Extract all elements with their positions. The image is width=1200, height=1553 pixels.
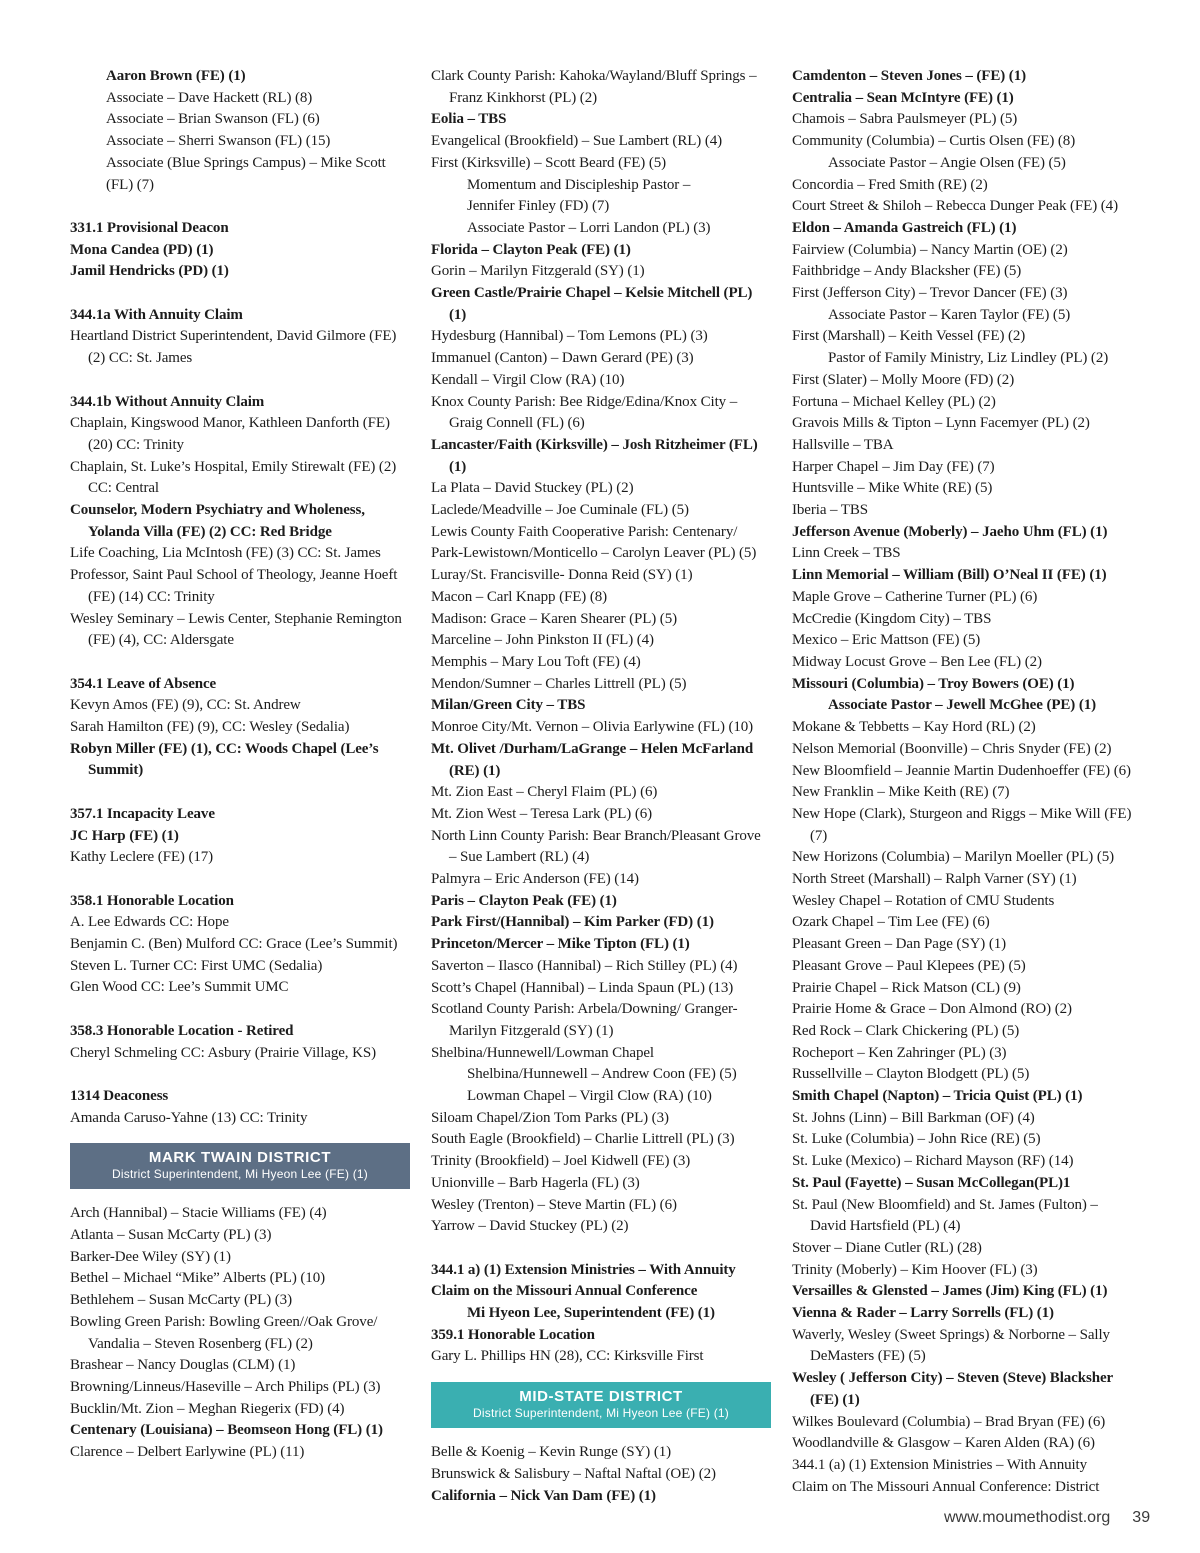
list-item: Steven L. Turner CC: First UMC (Sedalia) — [70, 957, 323, 974]
list-item: Prairie Chapel – Rick Matson (CL) (9) — [792, 979, 1021, 996]
district-banner-mark-twain — [70, 1143, 410, 1189]
list-item: Maple Grove – Catherine Turner (PL) (6) — [792, 588, 1038, 605]
list-item: Eolia – TBS — [431, 111, 507, 128]
list-item: Immanuel (Canton) – Dawn Gerard (PE) (3) — [431, 350, 694, 367]
appointments-list — [431, 1442, 771, 1507]
list-item: Prairie Home & Grace – Don Almond (RO) (2) — [792, 1001, 1072, 1018]
list-item: Counselor, Modern Psychiatry and Wholeness, Yolanda Villa (FE) (2) CC: Red Bridge — [70, 502, 365, 540]
appointments-list — [70, 66, 410, 1129]
list-item: Mona Candea (PD) (1) — [70, 241, 214, 258]
list-item: Wesley Seminary – Lewis Center, Stephanie Remington (FE) (4), CC: Aldersgate — [70, 610, 402, 649]
list-item: New Franklin – Mike Keith (RE) (7) — [792, 784, 1010, 801]
list-item: Bethel – Michael “Mike” Alberts (PL) (10) — [70, 1270, 325, 1287]
list-item: (FL) (7) — [106, 176, 154, 193]
list-item: Mendon/Sumner – Charles Littrell (PL) (5) — [431, 675, 687, 692]
list-item: Benjamin C. (Ben) Mulford CC: Grace (Lee’s Summit) — [70, 936, 398, 953]
list-item: First (Jefferson City) – Trevor Dancer (FE) (3) — [792, 285, 1068, 302]
spacer — [70, 652, 410, 674]
list-item: 1314 Deaconess — [70, 1087, 169, 1104]
list-item: Amanda Caruso-Yahne (13) CC: Trinity — [70, 1109, 308, 1126]
list-item: Hydesburg (Hannibal) – Tom Lemons (PL) (3) — [431, 328, 708, 345]
list-item: Scott’s Chapel (Hannibal) – Linda Spaun (PL) (13) — [431, 979, 734, 996]
appointments-list — [431, 66, 771, 1368]
list-item: Mi Hyeon Lee, Superintendent (FE) (1) — [467, 1305, 715, 1322]
district-banner-mid-state — [431, 1382, 771, 1428]
list-item: Huntsville – Mike White (RE) (5) — [792, 480, 993, 497]
list-item: 344.1 a) (1) Extension Ministries – With Annuity — [431, 1261, 736, 1278]
list-item: McCredie (Kingdom City) – TBS — [792, 610, 992, 627]
list-item: 331.1 Provisional Deacon — [70, 219, 229, 236]
list-item: Park-Lewistown/Monticello – Carolyn Leaver (PL) (5) — [431, 545, 757, 562]
list-item: Associate – Sherri Swanson (FL) (15) — [106, 133, 331, 150]
list-item: Eldon – Amanda Gastreich (FL) (1) — [792, 219, 1017, 236]
list-item: St. Luke (Mexico) – Richard Mayson (RF) (14) — [792, 1153, 1074, 1170]
list-item: Robyn Miller (FE) (1), CC: Woods Chapel (Lee’s Summit) — [70, 740, 379, 779]
list-item: Lancaster/Faith (Kirksville) – Josh Ritzheimer (FL) (1) — [431, 436, 758, 475]
spacer — [70, 196, 410, 218]
page-footer — [944, 1509, 1150, 1527]
list-item: 344.1b Without Annuity Claim — [70, 393, 265, 410]
list-item: Laclede/Meadville – Joe Cuminale (FL) (5) — [431, 502, 689, 519]
list-item: Gravois Mills & Tipton – Lynn Facemyer (PL) (2) — [792, 415, 1090, 432]
list-item: Camdenton – Steven Jones – (FE) (1) — [792, 68, 1026, 84]
list-item: Chaplain, Kingswood Manor, Kathleen Danforth (FE) (20) CC: Trinity — [70, 415, 390, 453]
list-item: Florida – Clayton Peak (FE) (1) — [431, 241, 631, 258]
list-item: Associate – Dave Hackett (RL) (8) — [106, 89, 313, 106]
list-item: Kevyn Amos (FE) (9), CC: St. Andrew — [70, 697, 301, 714]
list-item: Yarrow – David Stuckey (PL) (2) — [431, 1218, 629, 1235]
list-item: Centralia – Sean McIntyre (FE) (1) — [792, 89, 1014, 106]
list-item: Palmyra – Eric Anderson (FE) (14) — [431, 871, 639, 888]
page-number: 39 — [1132, 1509, 1151, 1526]
list-item: Kathy Leclere (FE) (17) — [70, 849, 214, 866]
list-item: Mt. Olivet /Durham/LaGrange – Helen McFarland (RE) (1) — [431, 740, 754, 779]
list-item: Nelson Memorial (Boonville) – Chris Snyder (FE) (2) — [792, 740, 1112, 757]
list-item: Mt. Zion East – Cheryl Flaim (PL) (6) — [431, 784, 658, 801]
list-item: Wilkes Boulevard (Columbia) – Brad Bryan (FE) (6) — [792, 1413, 1106, 1430]
list-item: St. Johns (Linn) – Bill Barkman (OF) (4) — [792, 1109, 1035, 1126]
list-item: Marceline – John Pinkston II (FL) (4) — [431, 632, 654, 649]
list-item: 359.1 Honorable Location — [431, 1326, 595, 1343]
list-item: Wesley (Trenton) – Steve Martin (FL) (6) — [431, 1196, 677, 1213]
list-item: New Hope (Clark), Sturgeon and Riggs – Mike Will (FE) (7) — [792, 805, 1132, 844]
list-item: Luray/St. Francisville- Donna Reid (SY) (1) — [431, 567, 693, 584]
list-item: Pastor of Family Ministry, Liz Lindley (PL) (2) — [828, 350, 1109, 367]
list-item: Fortuna – Michael Kelley (PL) (2) — [792, 393, 996, 410]
list-item: Trinity (Brookfield) – Joel Kidwell (FE) (3) — [431, 1153, 691, 1170]
list-item: Rocheport – Ken Zahringer (PL) (3) — [792, 1044, 1007, 1061]
list-item: Harper Chapel – Jim Day (FE) (7) — [792, 458, 995, 475]
spacer — [70, 370, 410, 392]
list-item: Linn Creek – TBS — [792, 545, 901, 562]
list-item: Red Rock – Clark Chickering (PL) (5) — [792, 1022, 1020, 1039]
list-item: Paris – Clayton Peak (FE) (1) — [431, 892, 617, 909]
list-item: Faithbridge – Andy Blacksher (FE) (5) — [792, 263, 1022, 280]
list-item: Pleasant Grove – Paul Klepees (PE) (5) — [792, 957, 1026, 974]
list-item: 357.1 Incapacity Leave — [70, 805, 215, 822]
list-item: Jamil Hendricks (PD) (1) — [70, 263, 229, 280]
appointments-list — [792, 66, 1137, 1498]
list-item: Trinity (Moberly) – Kim Hoover (FL) (3) — [792, 1261, 1038, 1278]
list-item: Iberia – TBS — [792, 502, 869, 519]
list-item: Chaplain, St. Luke’s Hospital, Emily Stirewalt (FE) (2) CC: Central — [70, 458, 397, 497]
website-url[interactable]: www.moumethodist.org — [944, 1509, 1111, 1526]
list-item: Chamois – Sabra Paulsmeyer (PL) (5) — [792, 111, 1018, 128]
list-item: Memphis – Mary Lou Toft (FE) (4) — [431, 653, 641, 670]
list-item: Madison: Grace – Karen Shearer (PL) (5) — [431, 610, 678, 627]
list-item: Aaron Brown (FE) (1) — [106, 68, 246, 84]
list-item: Monroe City/Mt. Vernon – Olivia Earlywine (FL) (10) — [431, 719, 754, 736]
spacer — [70, 869, 410, 891]
list-item: Associate Pastor – Karen Taylor (FE) (5) — [828, 306, 1071, 323]
list-item: Waverly, Wesley (Sweet Springs) & Norborne – Sally DeMasters (FE) (5) — [792, 1326, 1110, 1365]
district-title: MARK TWAIN DISTRICT — [148, 1149, 332, 1167]
column-right — [792, 66, 1137, 1498]
list-item: 358.3 Honorable Location - Retired — [70, 1022, 294, 1039]
spacer — [70, 1064, 410, 1086]
list-item: Versailles & Glensted – James (Jim) King (FL) (1) — [792, 1283, 1108, 1300]
list-item: Jennifer Finley (FD) (7) — [467, 198, 610, 215]
list-item: Milan/Green City – TBS — [431, 697, 586, 714]
list-item: Stover – Diane Cutler (RL) (28) — [792, 1239, 982, 1256]
list-item: Belle & Koenig – Kevin Runge (SY) (1) — [431, 1444, 672, 1461]
list-item: Lewis County Faith Cooperative Parish: Centenary/ — [431, 523, 738, 540]
list-item: Hallsville – TBA — [792, 436, 894, 453]
spacer — [431, 1238, 771, 1260]
spacer — [70, 999, 410, 1021]
list-item: First (Marshall) – Keith Vessel (FE) (2) — [792, 328, 1026, 345]
list-item: Clarence – Delbert Earlywine (PL) (11) — [70, 1444, 305, 1461]
list-item: Linn Memorial – William (Bill) O’Neal II (FE) (1) — [792, 567, 1107, 584]
list-item: Lowman Chapel – Virgil Clow (RA) (10) — [467, 1088, 712, 1105]
list-item: Professor, Saint Paul School of Theology, Jeanne Hoeft (FE) (14) CC: Trinity — [70, 567, 398, 605]
list-item: Court Street & Shiloh – Rebecca Dunger Peak (FE) (4) — [792, 198, 1118, 215]
list-item: Brashear – Nancy Douglas (CLM) (1) — [70, 1357, 296, 1374]
list-item: Bowling Green Parish: Bowling Green//Oak Grove/ Vandalia – Steven Rosenberg (FL) (2) — [70, 1313, 378, 1352]
list-item: Cheryl Schmeling CC: Asbury (Prairie Village, KS) — [70, 1044, 376, 1061]
list-item: Momentum and Discipleship Pastor – — [467, 176, 691, 193]
list-item: Jefferson Avenue (Moberly) – Jaeho Uhm (FL) (1) — [792, 523, 1108, 540]
list-item: Knox County Parish: Bee Ridge/Edina/Knox City – Graig Connell (FL) (6) — [431, 393, 738, 432]
list-item: St. Luke (Columbia) – John Rice (RE) (5) — [792, 1131, 1041, 1148]
list-item: Bethlehem – Susan McCarty (PL) (3) — [70, 1292, 292, 1309]
spacer — [70, 283, 410, 305]
list-item: Ozark Chapel – Tim Lee (FE) (6) — [792, 914, 990, 931]
list-item: Macon – Carl Knapp (FE) (8) — [431, 588, 608, 605]
list-item: 358.1 Honorable Location — [70, 892, 234, 909]
list-item: St. Paul (Fayette) – Susan McCollegan(PL)1 — [792, 1174, 1071, 1191]
list-item: Green Castle/Prairie Chapel – Kelsie Mitchell (PL) (1) — [431, 285, 753, 323]
list-item: Life Coaching, Lia McIntosh (FE) (3) CC: St. James — [70, 545, 381, 562]
list-item: Claim on the Missouri Annual Conference — [431, 1283, 698, 1300]
list-item: Arch (Hannibal) – Stacie Williams (FE) (4) — [70, 1205, 327, 1222]
list-item: 354.1 Leave of Absence — [70, 675, 217, 692]
list-item: Siloam Chapel/Zion Tom Parks (PL) (3) — [431, 1109, 669, 1126]
list-item: Mt. Zion West – Teresa Lark (PL) (6) — [431, 805, 653, 822]
list-item: Brunswick & Salisbury – Naftal Naftal (OE) (2) — [431, 1465, 716, 1482]
list-item: Browning/Linneus/Haseville – Arch Philips (PL) (3) — [70, 1378, 381, 1395]
list-item: Saverton – Ilasco (Hannibal) – Rich Stilley (PL) (4) — [431, 957, 738, 974]
list-item: New Horizons (Columbia) – Marilyn Moeller (PL) (5) — [792, 849, 1115, 866]
list-item: Bucklin/Mt. Zion – Meghan Riegerix (FD) (4) — [70, 1400, 345, 1417]
appointments-list — [70, 1203, 410, 1463]
list-item: Mokane & Tebbetts – Kay Hord (RL) (2) — [792, 719, 1036, 736]
list-item: Gorin – Marilyn Fitzgerald (SY) (1) — [431, 263, 645, 280]
list-item: Wesley ( Jefferson City) – Steven (Steve) Blacksher (FE) (1) — [792, 1370, 1113, 1408]
list-item: 344.1 (a) (1) Extension Ministries – With Annuity — [792, 1457, 1088, 1473]
list-item: South Eagle (Brookfield) – Charlie Littrell (PL) (3) — [431, 1131, 735, 1148]
list-item: Vienna & Rader – Larry Sorrells (FL) (1) — [792, 1305, 1054, 1322]
list-item: Associate Pastor – Jewell McGhee (PE) (1) — [828, 697, 1097, 714]
list-item: Woodlandville & Glasgow – Karen Alden (RA) (6) — [792, 1435, 1095, 1452]
list-item: Centenary (Louisiana) – Beomseon Hong (FL) (1) — [70, 1422, 383, 1439]
list-item: Missouri (Columbia) – Troy Bowers (OE) (1) — [792, 675, 1075, 692]
list-item: North Street (Marshall) – Ralph Varner (SY) (1) — [792, 871, 1077, 888]
list-item: California – Nick Van Dam (FE) (1) — [431, 1487, 656, 1504]
district-title: MID-STATE DISTRICT — [519, 1388, 683, 1406]
list-item: Barker-Dee Wiley (SY) (1) — [70, 1248, 231, 1265]
column-middle — [431, 66, 771, 1507]
list-item: Concordia – Fred Smith (RE) (2) — [792, 176, 988, 193]
district-superintendent: District Superintendent, Mi Hyeon Lee (FE) (1) — [473, 1406, 729, 1421]
list-item: La Plata – David Stuckey (PL) (2) — [431, 480, 634, 497]
list-item: Fairview (Columbia) – Nancy Martin (OE) (2) — [792, 241, 1068, 258]
list-item: Associate Pastor – Angie Olsen (FE) (5) — [828, 154, 1066, 171]
list-item: Evangelical (Brookfield) – Sue Lambert (RL) (4) — [431, 133, 723, 150]
list-item: Mexico – Eric Mattson (FE) (5) — [792, 632, 981, 649]
spacer — [70, 782, 410, 804]
list-item: North Linn County Parish: Bear Branch/Pleasant Grove – Sue Lambert (RL) (4) — [431, 827, 761, 866]
list-item: JC Harp (FE) (1) — [70, 827, 179, 844]
list-item: New Bloomfield – Jeannie Martin Dudenhoeffer (FE) (6) — [792, 762, 1131, 779]
list-item: Scotland County Parish: Arbela/Downing/ Granger- Marilyn Fitzgerald (SY) (1) — [431, 1001, 738, 1039]
list-item: Glen Wood CC: Lee’s Summit UMC — [70, 979, 289, 996]
list-item: 344.1a With Annuity Claim — [70, 306, 243, 323]
list-item: St. Paul (New Bloomfield) and St. James (Fulton) – David Hartsfield (PL) (4) — [792, 1196, 1098, 1235]
list-item: Kendall – Virgil Clow (RA) (10) — [431, 371, 625, 388]
list-item: Claim on The Missouri Annual Conference: District — [792, 1478, 1100, 1495]
district-superintendent: District Superintendent, Mi Hyeon Lee (FE) (1) — [112, 1167, 368, 1182]
list-item: Princeton/Mercer – Mike Tipton (FL) (1) — [431, 936, 690, 953]
list-item: Community (Columbia) – Curtis Olsen (FE) (8) — [792, 133, 1076, 150]
list-item: A. Lee Edwards CC: Hope — [70, 914, 229, 931]
list-item: Atlanta – Susan McCarty (PL) (3) — [70, 1227, 272, 1244]
list-item: Sarah Hamilton (FE) (9), CC: Wesley (Sedalia) — [70, 719, 350, 736]
list-item: Heartland District Superintendent, David Gilmore (FE) (2) CC: St. James — [70, 328, 397, 367]
list-item: Park First/(Hannibal) – Kim Parker (FD) (1) — [431, 914, 714, 931]
list-item: Associate Pastor – Lorri Landon (PL) (3) — [467, 219, 711, 236]
list-item: Wesley Chapel – Rotation of CMU Students — [792, 892, 1055, 909]
list-item: Russellville – Clayton Blodgett (PL) (5) — [792, 1066, 1030, 1083]
list-item: Unionville – Barb Hagerla (FL) (3) — [431, 1174, 640, 1191]
list-item: Smith Chapel (Napton) – Tricia Quist (PL) (1) — [792, 1088, 1083, 1105]
list-item: Shelbina/Hunnewell – Andrew Coon (FE) (5) — [467, 1066, 737, 1083]
list-item: Pleasant Green – Dan Page (SY) (1) — [792, 936, 1007, 953]
list-item: Associate (Blue Springs Campus) – Mike Scott — [106, 154, 386, 171]
list-item: Shelbina/Hunnewell/Lowman Chapel — [431, 1044, 655, 1061]
list-item: Clark County Parish: Kahoka/Wayland/Bluff Springs – Franz Kinkhorst (PL) (2) — [431, 68, 757, 106]
list-item: Midway Locust Grove – Ben Lee (FL) (2) — [792, 653, 1042, 670]
list-item: First (Slater) – Molly Moore (FD) (2) — [792, 371, 1015, 388]
list-item: Associate – Brian Swanson (FL) (6) — [106, 111, 320, 128]
list-item: Gary L. Phillips HN (28), CC: Kirksville First — [431, 1348, 704, 1365]
list-item: First (Kirksville) – Scott Beard (FE) (5) — [431, 154, 667, 171]
column-left — [70, 66, 410, 1464]
